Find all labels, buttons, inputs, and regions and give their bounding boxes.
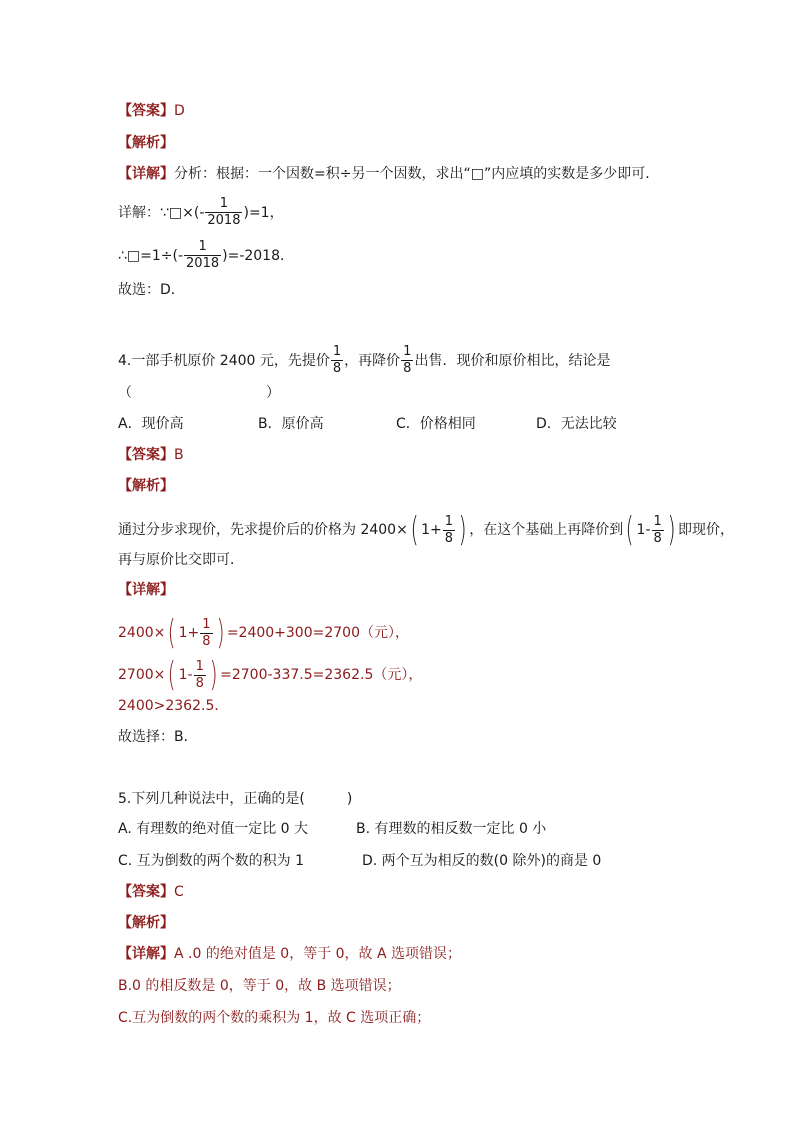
fraction [184, 239, 221, 272]
denominator: 8 [653, 530, 662, 546]
detail-tag: 【详解】 [118, 166, 174, 182]
expr-text: 1+ [421, 522, 442, 538]
analysis-tag: 【解析】 [118, 135, 174, 151]
fraction [331, 344, 343, 377]
expr-text: 1- [636, 522, 651, 538]
denominator: 8 [195, 675, 204, 691]
option-c: C. 互为倒数的两个数的积为 1 [118, 853, 305, 869]
answer-tag: 【答案】 [118, 884, 174, 900]
detail-tag: 【详解】 [118, 582, 174, 598]
fraction [200, 617, 212, 650]
fraction [443, 514, 455, 547]
calc-text: 2700× [118, 667, 166, 683]
q5-options-row-2 [118, 851, 601, 871]
detail-text: A .0 的绝对值是 0，等于 0，故 A 选项错误； [174, 946, 462, 962]
q4-answer-line [118, 445, 184, 465]
explain-text: 即现价， [678, 522, 735, 538]
fraction [194, 659, 206, 692]
fraction [205, 196, 242, 229]
option-d: D. 两个互为相反的数(0 除外)的商是 0 [362, 853, 602, 869]
paren-group [408, 510, 469, 550]
option-d: D．无法比较 [536, 416, 617, 432]
denominator: 8 [202, 633, 211, 649]
answer-value: B [174, 447, 184, 463]
numerator: 1 [653, 513, 662, 529]
option-b: B. 有理数的相反数一定比 0 小 [356, 821, 547, 837]
calc-text: =2400+300=2700（元）， [226, 625, 409, 641]
stem-text: 出售．现价和原价相比，结论是 [414, 352, 611, 369]
q5-detail-3 [118, 1008, 430, 1028]
numerator: 1 [195, 658, 204, 674]
option-c: C．价格相同 [396, 416, 476, 432]
q4-options [118, 414, 617, 434]
calc-text: =2700-337.5=2362.5（元）， [220, 667, 423, 683]
eq-text: )=-2018． [222, 247, 294, 264]
paren-group [165, 613, 226, 653]
analysis-tag: 【解析】 [118, 478, 174, 494]
left-paren: ( [625, 510, 634, 550]
q5-answer-line [118, 882, 184, 902]
paren-group [165, 655, 220, 695]
answer-tag: 【答案】 [118, 447, 174, 463]
q5-options-row-1 [118, 819, 546, 839]
right-paren: ) [458, 510, 467, 550]
q4-choose [118, 727, 198, 747]
fraction [401, 344, 413, 377]
paren-group [623, 510, 678, 550]
q3-analysis-tag [118, 133, 174, 153]
choose-text: 故选择：B． [118, 729, 198, 745]
detail-text: 分析：根据：一个因数=积÷另一个因数，求出“□”内应填的实数是多少即可． [174, 166, 660, 182]
answer-value: C [174, 884, 184, 900]
q4-stem [118, 344, 610, 377]
explain-text: 再与原价比交即可． [118, 552, 244, 568]
denominator: 8 [403, 361, 412, 376]
expr-text: 1+ [178, 625, 200, 641]
paren-open: （ [118, 385, 132, 401]
fraction [652, 514, 664, 547]
expr-text: 1- [178, 667, 193, 683]
left-paren: ( [168, 613, 176, 653]
q4-detail-tag [118, 580, 174, 600]
denominator: 2018 [186, 256, 220, 271]
stem-text: 4.一部手机原价 2400 元，先提价 [118, 352, 330, 369]
q4-explain-line [118, 510, 735, 550]
q3-detail-line [118, 164, 659, 184]
stem-text: ，再降价 [344, 352, 401, 369]
detail-tag: 【详解】 [118, 946, 174, 962]
denominator: 2018 [207, 213, 241, 228]
option-a: A. 有理数的绝对值一定比 0 大 [118, 821, 309, 837]
numerator: 1 [403, 344, 412, 359]
denominator: 8 [332, 361, 342, 376]
numerator: 1 [219, 196, 229, 211]
q5-analysis-tag [118, 913, 174, 933]
q4-calc-1 [118, 613, 409, 653]
explain-text: ，在这个基础上再降价到 [469, 522, 624, 538]
calc-text: 2400>2362.5． [118, 698, 229, 714]
stem-text: 5.下列几种说法中，正确的是( ) [118, 791, 353, 807]
right-paren: ) [216, 613, 225, 653]
q4-explain-line-2 [118, 550, 244, 570]
left-paren: ( [168, 655, 176, 695]
detail-text: B.0 的相反数是 0，等于 0，故 B 选项错误； [118, 978, 401, 994]
q5-stem [118, 789, 352, 809]
right-paren: ) [667, 510, 676, 550]
q3-equation-2 [118, 239, 294, 272]
q3-equation-1 [118, 196, 284, 229]
q4-calc-3 [118, 696, 228, 716]
q3-choose [118, 280, 185, 300]
numerator: 1 [332, 344, 342, 359]
left-paren: ( [410, 510, 419, 550]
detail-text: C.互为倒数的两个数的乘积为 1，故 C 选项正确； [118, 1010, 431, 1026]
numerator: 1 [444, 513, 453, 529]
calc-text: 2400× [118, 625, 166, 641]
q4-analysis-tag [118, 476, 174, 496]
q3-answer-line [118, 101, 185, 121]
analysis-tag: 【解析】 [118, 915, 174, 931]
q5-detail-2 [118, 976, 401, 996]
option-a: A．现价高 [118, 416, 184, 432]
paren-close: ） [266, 385, 280, 401]
q4-answer-blank [118, 383, 280, 403]
answer-value: D [174, 103, 185, 119]
numerator: 1 [202, 616, 211, 632]
q4-calc-2 [118, 655, 423, 695]
choose-text: 故选：D． [118, 282, 185, 298]
answer-tag: 【答案】 [118, 103, 174, 119]
q5-detail-1 [118, 944, 461, 964]
eq-text: )=1， [243, 204, 284, 221]
explain-text: 通过分步求现价，先求提价后的价格为 2400× [118, 522, 408, 538]
eq-text: 详解：∵□×(- [118, 204, 205, 221]
numerator: 1 [198, 239, 207, 254]
right-paren: ) [209, 655, 218, 695]
option-b: B．原价高 [258, 416, 324, 432]
eq-text: ∴□=1÷(- [118, 247, 184, 264]
denominator: 8 [444, 530, 453, 546]
